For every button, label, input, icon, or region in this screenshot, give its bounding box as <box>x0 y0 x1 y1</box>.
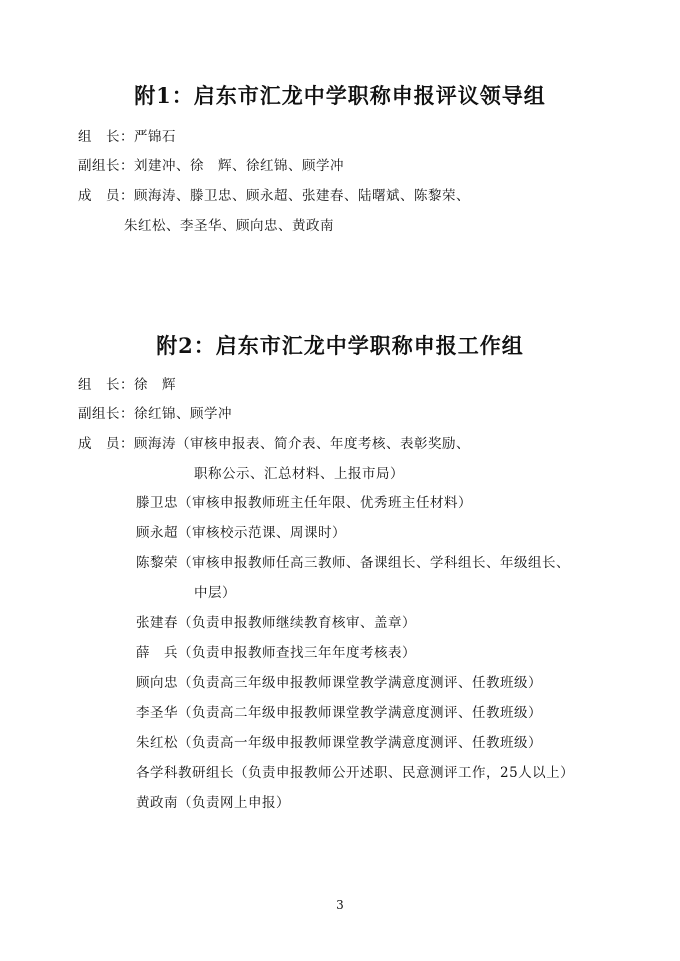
section2-deputy-line <box>78 402 232 422</box>
section2-member-7: 薛 兵（负责申报教师查找三年年度考核表） <box>136 645 416 661</box>
section1-members-line <box>78 184 470 204</box>
section2-members-line <box>78 432 470 452</box>
section2-member-3: 顾永超（审核校示范课、周课时） <box>136 525 346 541</box>
section2-deputy-label: 副组长： <box>78 406 134 422</box>
section2-member-12: 黄政南（负责网上申报） <box>136 795 290 811</box>
section2-member-10: 朱红松（负责高一年级申报教师课堂教学满意度测评、任教班级） <box>136 735 542 751</box>
section1-title: 附1：启东市汇龙中学职称申报评议领导组 <box>134 83 546 108</box>
section2-leader-line <box>78 373 176 393</box>
section1-leader-line <box>78 125 176 145</box>
section2-member-6: 张建春（负责申报教师继续教育核审、盖章） <box>136 615 416 631</box>
section2-member-2: 滕卫忠（审核申报教师班主任年限、优秀班主任材料） <box>136 495 472 511</box>
section1-leader-value: 严锦石 <box>134 129 176 145</box>
section2-leader-value: 徐 辉 <box>134 377 176 393</box>
section2-leader-label: 组 长： <box>78 377 134 393</box>
section2-member-8: 顾向忠（负责高三年级申报教师课堂教学满意度测评、任教班级） <box>136 675 542 691</box>
page-number: 3 <box>336 898 344 912</box>
section2-member-0: 顾海涛（审核申报表、简介表、年度考核、表彰奖励、 <box>134 436 470 452</box>
section2-member-1: 职称公示、汇总材料、上报市局） <box>194 466 404 482</box>
section2-member-4: 陈黎荣（审核申报教师任高三教师、备课组长、学科组长、年级组长、 <box>136 555 570 571</box>
section1-members-line1: 顾海涛、滕卫忠、顾永超、张建春、陆曙斌、陈黎荣、 <box>134 188 470 204</box>
section1-deputy-label: 副组长： <box>78 158 134 174</box>
section1-deputy-line <box>78 154 344 174</box>
section1-members-line2: 朱红松、李圣华、顾向忠、黄政南 <box>124 218 334 234</box>
section2-members-label: 成 员： <box>78 436 134 452</box>
section2-deputy-value: 徐红锦、顾学冲 <box>134 406 232 422</box>
section1-leader-label: 组 长： <box>78 129 134 145</box>
section2-member-11: 各学科教研组长（负责申报教师公开述职、民意测评工作，25人以上） <box>136 765 575 781</box>
section2-member-9: 李圣华（负责高二年级申报教师课堂教学满意度测评、任教班级） <box>136 705 542 721</box>
section2-member-5: 中层） <box>194 585 236 601</box>
section1-deputy-value: 刘建冲、徐 辉、徐红锦、顾学冲 <box>134 158 344 174</box>
section2-title: 附2：启东市汇龙中学职称申报工作组 <box>156 333 524 358</box>
section1-members-label: 成 员： <box>78 188 134 204</box>
